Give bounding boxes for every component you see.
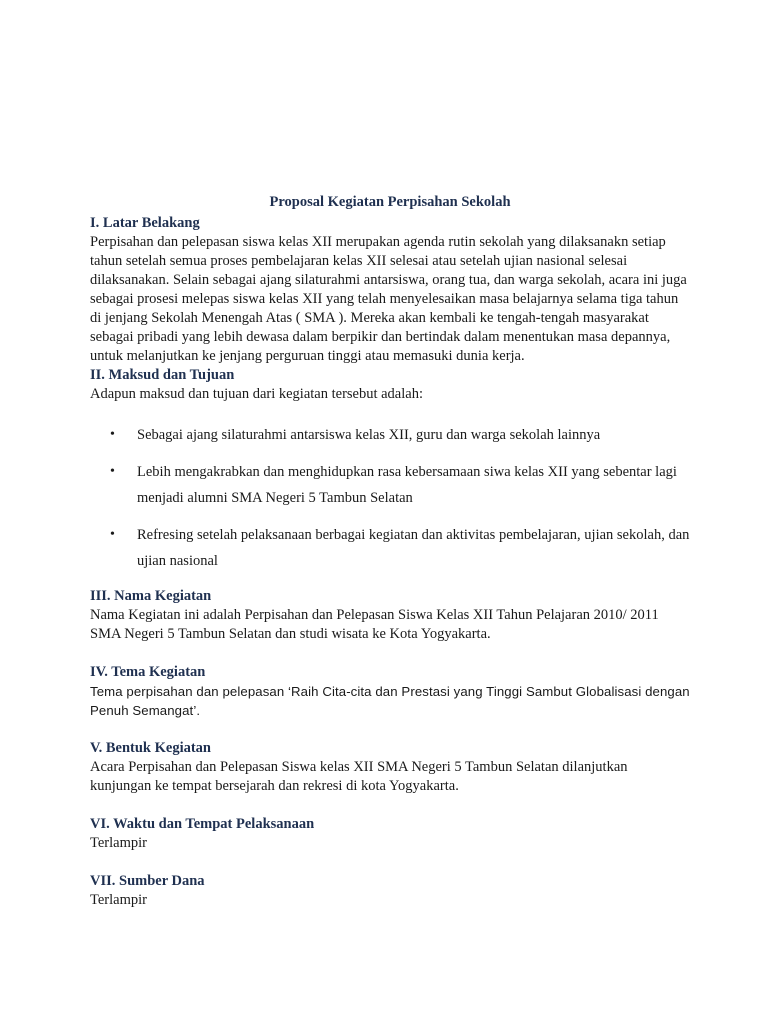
bullet-icon: •	[110, 427, 115, 442]
list-item	[90, 459, 690, 511]
section-heading-tema-kegiatan: IV. Tema Kegiatan	[90, 664, 206, 680]
list-item-text: Refresing setelah pelaksanaan berbagai kegiatan dan aktivitas pembelajaran, ujian sekolah, dan ujian nasional	[137, 527, 690, 569]
document-page	[90, 192, 690, 910]
section-body-nama-kegiatan: Nama Kegiatan ini adalah Perpisahan dan Pelepasan Siswa Kelas XII Tahun Pelajaran 2010/ 2011 SMA Negeri 5 Tambun Selatan dan studi wisata ke Kota Yogyakarta.	[90, 607, 659, 642]
section-heading-waktu-tempat: VI. Waktu dan Tempat Pelaksanaan	[90, 816, 315, 832]
bullet-icon: •	[110, 464, 115, 479]
section-heading-latar-belakang: I. Latar Belakang	[90, 215, 200, 231]
section-body-latar-belakang: Perpisahan dan pelepasan siswa kelas XII merupakan agenda rutin sekolah yang dilaksanakn setiap tahun setelah semua proses pembelajaran kelas XII selesai atau setelah ujian nasional selesai dilaksanakan. Selain sebagai ajang silaturahmi antarsiswa, orang tua, dan warga sekolah, acara ini juga sebagai prosesi melepas siswa kelas XII yang telah menyelesaikan masa belajarnya selama tiga tahun di jenjang Sekolah Menengah Atas ( SMA ). Mereka akan kembali ke tengah-tengah masyarakat sebagai pribadi yang lebih dewasa dalam berpikir dan bertindak dalam menentukan masa depannya, untuk melanjutkan ke jenjang perguruan tinggi atau memasuki dunia kerja.	[90, 234, 687, 364]
section-heading-maksud-tujuan: II. Maksud dan Tujuan	[90, 367, 235, 383]
list-item-text: Lebih mengakrabkan dan menghidupkan rasa kebersamaan siwa kelas XII yang sebentar lagi menjadi alumni SMA Negeri 5 Tambun Selatan	[137, 464, 677, 506]
list-item	[90, 522, 690, 574]
section-heading-sumber-dana: VII. Sumber Dana	[90, 873, 205, 889]
section-intro-maksud-tujuan: Adapun maksud dan tujuan dari kegiatan tersebut adalah:	[90, 386, 423, 402]
section-heading-bentuk-kegiatan: V. Bentuk Kegiatan	[90, 740, 211, 756]
bullet-icon: •	[110, 527, 115, 542]
section-body-waktu-tempat: Terlampir	[90, 835, 147, 851]
document-title: Proposal Kegiatan Perpisahan Sekolah	[269, 194, 511, 210]
list-item-text: Sebagai ajang silaturahmi antarsiswa kelas XII, guru dan warga sekolah lainnya	[137, 427, 601, 443]
section-heading-nama-kegiatan: III. Nama Kegiatan	[90, 588, 212, 604]
section-body-bentuk-kegiatan: Acara Perpisahan dan Pelepasan Siswa kelas XII SMA Negeri 5 Tambun Selatan dilanjutkan kunjungan ke tempat bersejarah dan rekresi di kota Yogyakarta.	[90, 759, 628, 794]
section-body-tema-kegiatan: Tema perpisahan dan pelepasan ‘Raih Cita-cita dan Prestasi yang Tinggi Sambut Globalisasi dengan Penuh Semangat’.	[90, 684, 690, 718]
list-item	[90, 422, 690, 448]
section-body-sumber-dana: Terlampir	[90, 892, 147, 908]
objectives-list	[90, 422, 690, 574]
